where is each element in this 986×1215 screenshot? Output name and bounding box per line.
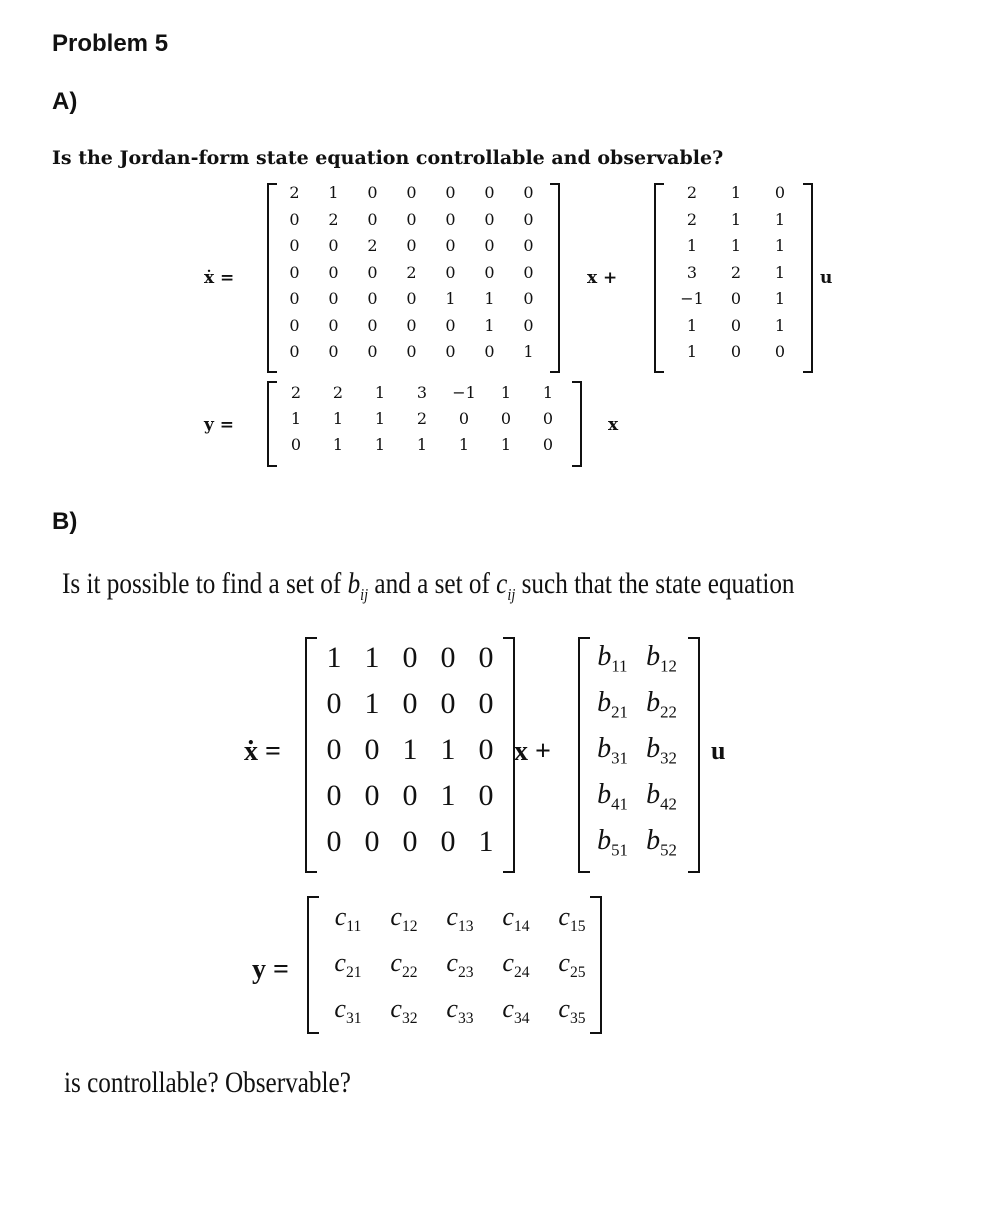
matrix-entry: 1 (374, 409, 386, 428)
part-b-label: B) (52, 508, 78, 535)
matrix-entry: 1 (364, 687, 380, 720)
part-a-A-right-bracket (550, 183, 560, 373)
matrix-entry: 1 (686, 236, 698, 255)
matrix-entry: 1 (478, 825, 494, 858)
matrix-entry: $c_{32}$ (390, 994, 418, 1028)
matrix-entry: $b_{12}$ (646, 641, 677, 676)
matrix-entry: 0 (367, 315, 378, 335)
part-b-B-matrix (588, 643, 686, 873)
matrix-entry: 1 (774, 236, 786, 255)
matrix-entry: 0 (367, 289, 378, 308)
matrix-entry: $b_{51}$ (597, 825, 628, 860)
matrix-entry: $c_{34}$ (502, 994, 530, 1028)
matrix-entry: 0 (774, 342, 786, 361)
matrix-entry: 1 (686, 342, 698, 361)
matrix-entry: 0 (289, 236, 300, 255)
matrix-entry: 1 (374, 383, 386, 402)
matrix-entry: 0 (523, 289, 534, 308)
matrix-entry: 0 (326, 733, 342, 766)
part-b-C-right-bracket (590, 896, 602, 1034)
matrix-entry: 0 (478, 687, 494, 720)
matrix-entry: 1 (774, 209, 786, 229)
matrix-entry: $c_{12}$ (390, 902, 418, 936)
matrix-entry: $b_{32}$ (646, 733, 677, 768)
matrix-entry: $c_{21}$ (334, 948, 362, 982)
matrix-entry: $c_{23}$ (446, 948, 474, 982)
part-a-C-right-bracket (572, 381, 582, 467)
part-b-b-symbol: b (347, 567, 361, 600)
matrix-entry: 0 (406, 236, 417, 255)
matrix-entry: 0 (523, 262, 534, 282)
matrix-entry: 0 (478, 641, 494, 674)
matrix-entry: 0 (730, 342, 742, 361)
part-a-B-right-bracket (803, 183, 813, 373)
part-a-A-matrix (275, 185, 548, 371)
matrix-entry: 0 (289, 289, 300, 308)
matrix-entry: $c_{13}$ (446, 902, 474, 936)
matrix-entry: 1 (440, 733, 456, 766)
matrix-entry: 0 (774, 183, 786, 202)
matrix-entry: 1 (730, 183, 742, 202)
matrix-entry: $b_{41}$ (597, 779, 628, 814)
matrix-entry: 0 (364, 779, 380, 812)
matrix-entry: 0 (445, 183, 456, 202)
matrix-entry: $c_{25}$ (558, 948, 586, 982)
part-b-c-symbol: c (496, 567, 508, 600)
matrix-entry: 1 (500, 383, 512, 402)
matrix-entry: 0 (484, 236, 495, 255)
matrix-entry: 1 (730, 209, 742, 229)
matrix-entry: 0 (328, 236, 339, 255)
matrix-entry: 0 (402, 779, 418, 812)
matrix-entry: 0 (542, 409, 554, 428)
part-a-x-label: x (608, 415, 619, 435)
matrix-entry: 0 (445, 236, 456, 255)
part-b-b-subscript: ij (360, 585, 369, 604)
matrix-entry: 0 (367, 209, 378, 229)
matrix-entry: 1 (328, 183, 339, 202)
matrix-entry: 0 (328, 289, 339, 308)
matrix-entry: 0 (445, 209, 456, 229)
matrix-entry: 0 (406, 183, 417, 202)
part-b-question (62, 567, 795, 605)
matrix-entry: $c_{14}$ (502, 902, 530, 936)
part-b-u-label: u (711, 736, 726, 765)
part-b-question-mid: and a set of (368, 567, 497, 600)
matrix-entry: 0 (367, 342, 378, 361)
matrix-entry: 0 (440, 687, 456, 720)
part-a-u-label: u (820, 268, 833, 288)
part-b-question-suffix: such that the state equation (515, 567, 795, 600)
matrix-entry: $c_{31}$ (334, 994, 362, 1028)
matrix-entry: 1 (364, 641, 380, 674)
matrix-entry: 0 (458, 409, 470, 428)
matrix-entry: 0 (730, 289, 742, 308)
part-a-xdot-label: ẋ = (204, 268, 235, 288)
matrix-entry: 1 (774, 262, 786, 282)
part-b-c-subscript: ij (507, 585, 516, 604)
matrix-entry: 0 (326, 779, 342, 812)
matrix-entry: 2 (730, 262, 742, 282)
part-a-C-matrix (275, 385, 569, 463)
matrix-entry: 0 (328, 342, 339, 361)
matrix-entry: 0 (406, 209, 417, 229)
matrix-entry: 1 (332, 409, 344, 428)
matrix-entry: 0 (402, 687, 418, 720)
matrix-entry: $c_{24}$ (502, 948, 530, 982)
matrix-entry: 0 (523, 183, 534, 202)
matrix-entry: 0 (402, 641, 418, 674)
problem-title: Problem 5 (52, 30, 169, 57)
part-a-B-left-bracket (654, 183, 664, 373)
matrix-entry: 1 (774, 289, 786, 308)
part-a-plus-label: x + (587, 268, 618, 288)
matrix-entry: $c_{11}$ (334, 902, 362, 936)
matrix-entry: 2 (328, 209, 339, 229)
matrix-entry: 0 (730, 315, 742, 335)
matrix-entry: 1 (290, 409, 302, 428)
matrix-entry: 0 (289, 315, 300, 335)
matrix-entry: 0 (440, 825, 456, 858)
matrix-entry: 2 (332, 383, 344, 402)
matrix-entry: 1 (332, 435, 344, 454)
matrix-entry: 1 (686, 315, 698, 335)
matrix-entry: 0 (364, 825, 380, 858)
matrix-entry: −1 (452, 383, 476, 402)
part-a-question: Is the Jordan-form state equation controllable and observable? (52, 147, 724, 169)
matrix-entry: $b_{42}$ (646, 779, 677, 814)
matrix-entry: 3 (416, 383, 428, 402)
part-b-B-right-bracket (688, 637, 700, 873)
matrix-entry: 1 (374, 435, 386, 454)
matrix-entry: 0 (328, 262, 339, 282)
matrix-entry: 1 (523, 342, 534, 361)
matrix-entry: $c_{35}$ (558, 994, 586, 1028)
part-b-y-label: y = (252, 954, 289, 985)
matrix-entry: 0 (523, 315, 534, 335)
matrix-entry: 1 (774, 315, 786, 335)
part-b-plus-label: x + (514, 736, 551, 767)
matrix-entry: 0 (440, 641, 456, 674)
part-a-y-label: y = (204, 415, 235, 435)
matrix-entry: 2 (686, 209, 698, 229)
matrix-entry: 0 (328, 315, 339, 335)
matrix-entry: 2 (290, 383, 302, 402)
part-b-C-left-bracket (307, 896, 319, 1034)
matrix-entry: 0 (289, 342, 300, 361)
matrix-entry: 0 (402, 825, 418, 858)
matrix-entry: 0 (523, 209, 534, 229)
matrix-entry: 2 (416, 409, 428, 428)
part-b-closing: is controllable? Observable? (64, 1066, 351, 1099)
matrix-entry: −1 (680, 289, 704, 308)
matrix-entry: 1 (458, 435, 470, 454)
matrix-entry: 1 (440, 779, 456, 812)
matrix-entry: 0 (523, 236, 534, 255)
matrix-entry: 0 (478, 779, 494, 812)
matrix-entry: 0 (478, 733, 494, 766)
matrix-entry: 0 (484, 262, 495, 282)
matrix-entry: 0 (445, 315, 456, 335)
part-b-question-prefix: Is it possible to find a set of (62, 567, 348, 600)
matrix-entry: 0 (445, 262, 456, 282)
matrix-entry: 0 (406, 289, 417, 308)
matrix-entry: 2 (289, 183, 300, 202)
matrix-entry: 1 (402, 733, 418, 766)
matrix-entry: 2 (406, 262, 417, 282)
matrix-entry: 0 (484, 342, 495, 361)
matrix-entry: $c_{33}$ (446, 994, 474, 1028)
matrix-entry: 0 (367, 183, 378, 202)
matrix-entry: 0 (326, 825, 342, 858)
matrix-entry: 1 (730, 236, 742, 255)
matrix-entry: 0 (484, 209, 495, 229)
matrix-entry: 0 (326, 687, 342, 720)
matrix-entry: 1 (416, 435, 428, 454)
matrix-entry: $c_{15}$ (558, 902, 586, 936)
matrix-entry: 0 (290, 435, 302, 454)
part-b-xdot-label: ẋ = (244, 736, 281, 767)
matrix-entry: 0 (289, 262, 300, 282)
matrix-entry: $b_{22}$ (646, 687, 677, 722)
matrix-entry: 0 (364, 733, 380, 766)
matrix-entry: 2 (686, 183, 698, 202)
matrix-entry: 0 (500, 409, 512, 428)
matrix-entry: $c_{22}$ (390, 948, 418, 982)
matrix-entry: 0 (542, 435, 554, 454)
matrix-entry: 2 (367, 236, 378, 255)
matrix-entry: 0 (367, 262, 378, 282)
matrix-entry: 0 (445, 342, 456, 361)
matrix-entry: 1 (445, 289, 456, 308)
matrix-entry: 1 (500, 435, 512, 454)
matrix-entry: 3 (686, 262, 698, 282)
matrix-entry: $b_{21}$ (597, 687, 628, 722)
matrix-entry: 1 (484, 289, 495, 308)
matrix-entry: 0 (289, 209, 300, 229)
matrix-entry: $b_{31}$ (597, 733, 628, 768)
matrix-entry: 1 (542, 383, 554, 402)
part-b-A-matrix (315, 643, 505, 873)
matrix-entry: 0 (406, 342, 417, 361)
part-a-label: A) (52, 88, 78, 115)
matrix-entry: 0 (406, 315, 417, 335)
matrix-entry: 1 (484, 315, 495, 335)
matrix-entry: $b_{11}$ (597, 641, 628, 676)
matrix-entry: 1 (326, 641, 342, 674)
matrix-entry: 0 (484, 183, 495, 202)
matrix-entry: $b_{52}$ (646, 825, 677, 860)
part-b-C-matrix (320, 904, 600, 1042)
part-a-B-matrix (670, 185, 802, 371)
